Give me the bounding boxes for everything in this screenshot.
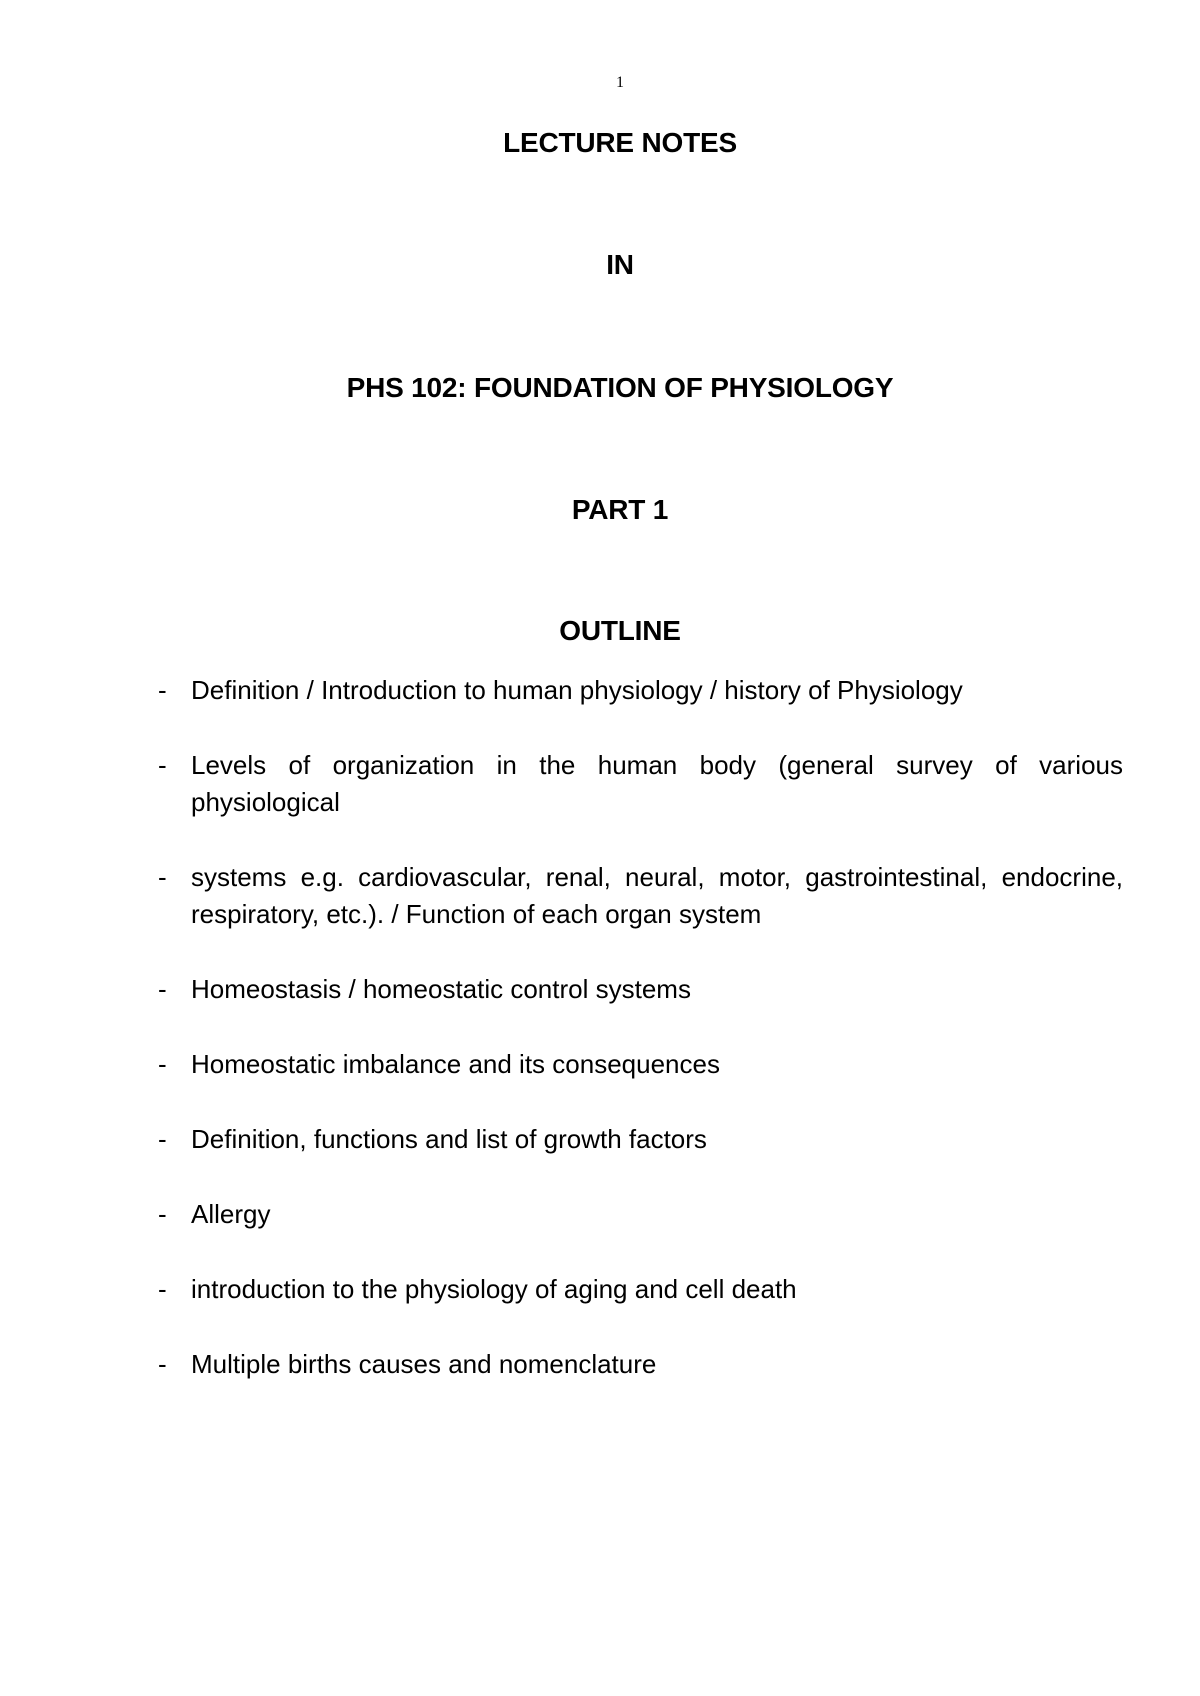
outline-item: [158, 672, 1123, 709]
outline-list: [158, 672, 1123, 1421]
outline-item: [158, 747, 1123, 821]
outline-heading: OUTLINE: [559, 615, 681, 646]
part-heading: PART 1: [571, 494, 669, 525]
dash-bullet: -: [158, 750, 167, 780]
dash-bullet: -: [158, 862, 167, 892]
outline-item-text: Levels of organization in the human body (general survey of various physiological: [191, 750, 1123, 817]
dash-bullet: -: [158, 1349, 167, 1379]
dash-bullet: -: [158, 675, 167, 705]
outline-item: [158, 971, 1123, 1008]
outline-item-text: introduction to the physiology of aging and cell death: [191, 1274, 797, 1304]
title-lecture-notes: LECTURE NOTES: [503, 127, 737, 158]
outline-item-text: Homeostatic imbalance and its consequences: [191, 1049, 720, 1079]
dash-bullet: -: [158, 1199, 167, 1229]
outline-item-text: Homeostasis / homeostatic control systems: [191, 974, 691, 1004]
dash-bullet: -: [158, 1274, 167, 1304]
outline-item: [158, 1196, 1123, 1233]
outline-item: [158, 1271, 1123, 1308]
dash-bullet: -: [158, 1124, 167, 1154]
outline-item-text: Multiple births causes and nomenclature: [191, 1349, 657, 1379]
outline-item: [158, 1046, 1123, 1083]
outline-item-text: systems e.g. cardiovascular, renal, neural, motor, gastrointestinal, endocrine, respiratory, etc.). / Function of each organ system: [191, 862, 1123, 929]
course-title: PHS 102: FOUNDATION OF PHYSIOLOGY: [346, 372, 894, 403]
title-in: IN: [606, 249, 634, 280]
outline-item: [158, 1346, 1123, 1383]
outline-item-text: Definition, functions and list of growth factors: [191, 1124, 707, 1154]
outline-item-text: Definition / Introduction to human physiology / history of Physiology: [191, 675, 963, 705]
dash-bullet: -: [158, 1049, 167, 1079]
outline-item-text: Allergy: [191, 1199, 271, 1229]
dash-bullet: -: [158, 974, 167, 1004]
page-number: 1: [616, 74, 624, 91]
outline-item: [158, 859, 1123, 933]
outline-item: [158, 1121, 1123, 1158]
